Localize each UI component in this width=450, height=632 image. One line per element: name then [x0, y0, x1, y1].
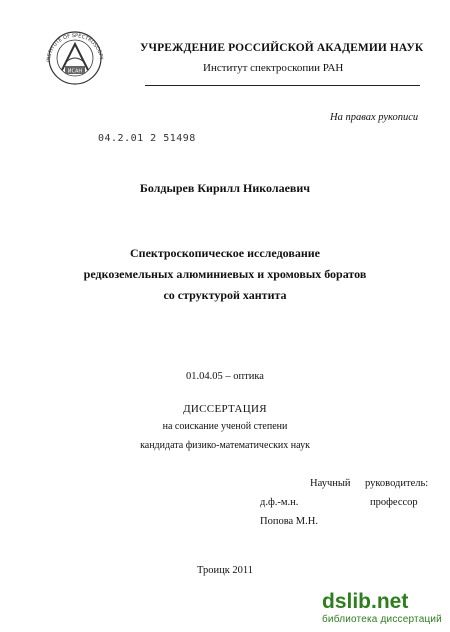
- watermark: [322, 590, 447, 628]
- dissertation-label: ДИССЕРТАЦИЯ: [183, 403, 267, 415]
- rights-note: На правах рукописи: [330, 112, 419, 123]
- specialty-code: 01.04.05 – оптика: [186, 371, 264, 382]
- degree-line: на соискание ученой степени: [162, 421, 288, 432]
- logo-monogram: ИСАН: [67, 68, 83, 75]
- watermark-subtitle: библиотека диссертаций: [322, 614, 442, 625]
- thesis-title-line: редкоземельных алюминиевых и хромовых боратов: [83, 267, 367, 281]
- supervisor-degree: д.ф.-м.н.: [260, 497, 299, 508]
- supervisor-name: Попова М.Н.: [260, 516, 318, 527]
- stamp-code: 04.2.01 2 51498: [98, 133, 196, 144]
- supervisor-label: Научный: [310, 478, 351, 489]
- institute-logo: [40, 22, 110, 88]
- logo-ring-text: INSTITUTE OF SPECTROSCOPY: [45, 32, 104, 63]
- watermark-brand: dslib.net: [322, 590, 409, 613]
- header-divider: [145, 85, 420, 86]
- supervisor-title: профессор: [370, 497, 418, 508]
- degree-line: кандидата физико-математических наук: [140, 440, 310, 451]
- city-year: Троицк 2011: [196, 565, 254, 576]
- institute-name: Институт спектроскопии РАН: [203, 62, 344, 74]
- thesis-title-line: со структурой хантита: [163, 288, 287, 302]
- organization-name: УЧРЕЖДЕНИЕ РОССИЙСКОЙ АКАДЕМИИ НАУК: [140, 42, 424, 54]
- author-name: Болдырев Кирилл Николаевич: [139, 181, 311, 195]
- supervisor-label: руководитель:: [365, 478, 429, 489]
- thesis-title-line: Спектроскопическое исследование: [130, 246, 320, 260]
- svg-text:INSTITUTE OF SPECTROSCOPY • RU: [40, 22, 104, 62]
